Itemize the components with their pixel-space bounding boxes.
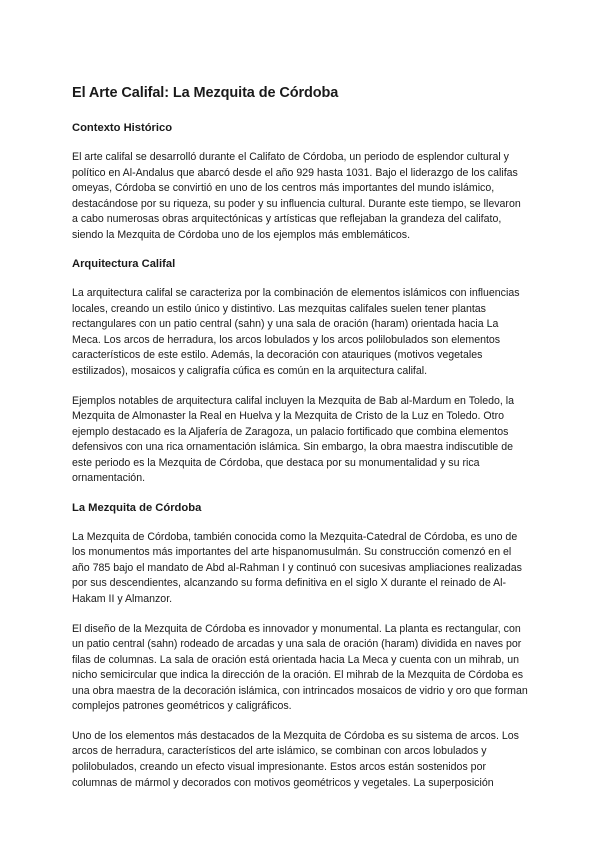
paragraph: El arte califal se desarrolló durante el Califato de Córdoba, un periodo de esplendor cultural y político en Al-Andalus que abarcó desde el año 929 hasta 1031. Bajo el liderazgo de los califas omeyas, Córdoba se convirtió en uno de los centros más importantes del mundo islámico, destacándose por su riqueza, su poder y su influencia cultural. Durante este tiempo, se llevaron a cabo numerosas obras arquitectónicas y artísticas que reflejaban la grandeza del califato, siendo la Mezquita de Córdoba uno de los ejemplos más emblemáticos. [72,151,521,241]
paragraph: Uno de los elementos más destacados de la Mezquita de Córdoba es su sistema de arcos. Los arcos de herradura, característicos del arte islámico, se combinan con arcos lobulados y polilobulados, creando un efecto visual impresionante. Estos arcos están sostenidos por columnas de mármol y decorados con motivos geométricos y vegetales. La superposición [72,729,519,789]
paragraph: El diseño de la Mezquita de Córdoba es innovador y monumental. La planta es rectangular, con un patio central (sahn) rodeado de arcadas y una sala de oración (haram) dividida en naves por filas de columnas. La sala de oración está orientada hacia La Meca y cuenta con un mihrab, un nicho semicircular que indica la dirección de la oración. El mihrab de la Mezquita de Córdoba es una obra maestra de la decoración islámica, con intrincados mosaicos de vidrio y oro que forman complejos patrones geométricos y caligráficos. [72,622,528,713]
paragraph: Ejemplos notables de arquitectura califal incluyen la Mezquita de Bab al-Mardum en Toledo, la Mezquita de Almonaster la Real en Huelva y la Mezquita de Cristo de la Luz en Toledo. Otro ejemplo destacado es la Aljafería de Zaragoza, un palacio fortificado que combina elementos defensivos con una rica ornamentación islámica. Sin embargo, la obra maestra indiscutible de este periodo es la Mezquita de Córdoba, que destaca por su monumentalidad y su rica ornamentación. [72,394,515,485]
section-arquitectura-califal [72,257,528,487]
paragraph: La Mezquita de Córdoba, también conocida como la Mezquita-Catedral de Córdoba, es uno de los monumentos más importantes del arte hispanomusulmán. Su construcción comenzó en el año 785 bajo el mandato de Abd al-Rahman I y continuó con sucesivas ampliaciones realizadas por sus descendientes, alcanzando su forma definitiva en el siglo X durante el reinado de Al-Hakam II y Almanzor. [72,530,522,606]
section-heading: Contexto Histórico [72,122,173,134]
section-heading: La Mezquita de Córdoba [72,501,202,514]
section-heading: Arquitectura Califal [72,258,176,271]
section-contexto-historico [72,121,528,243]
section-la-mezquita-de-cordoba [72,501,528,791]
document-title: El Arte Califal: La Mezquita de Córdoba [72,85,339,101]
paragraph: La arquitectura califal se caracteriza por la combinación de elementos islámicos con influencias locales, creando un estilo único y distintivo. Las mezquitas califales suelen tener plantas rectangulares con un patio central (sahn) y una sala de oración (haram) orientada hacia La Meca. Los arcos de herradura, los arcos lobulados y los arcos polilobulados son elementos característicos de este estilo. Además, la decoración con atauriques (motivos vegetales estilizados), mosaicos y caligrafía cúfica es común en la arquitectura califal. [72,287,520,378]
document-page [72,84,528,791]
